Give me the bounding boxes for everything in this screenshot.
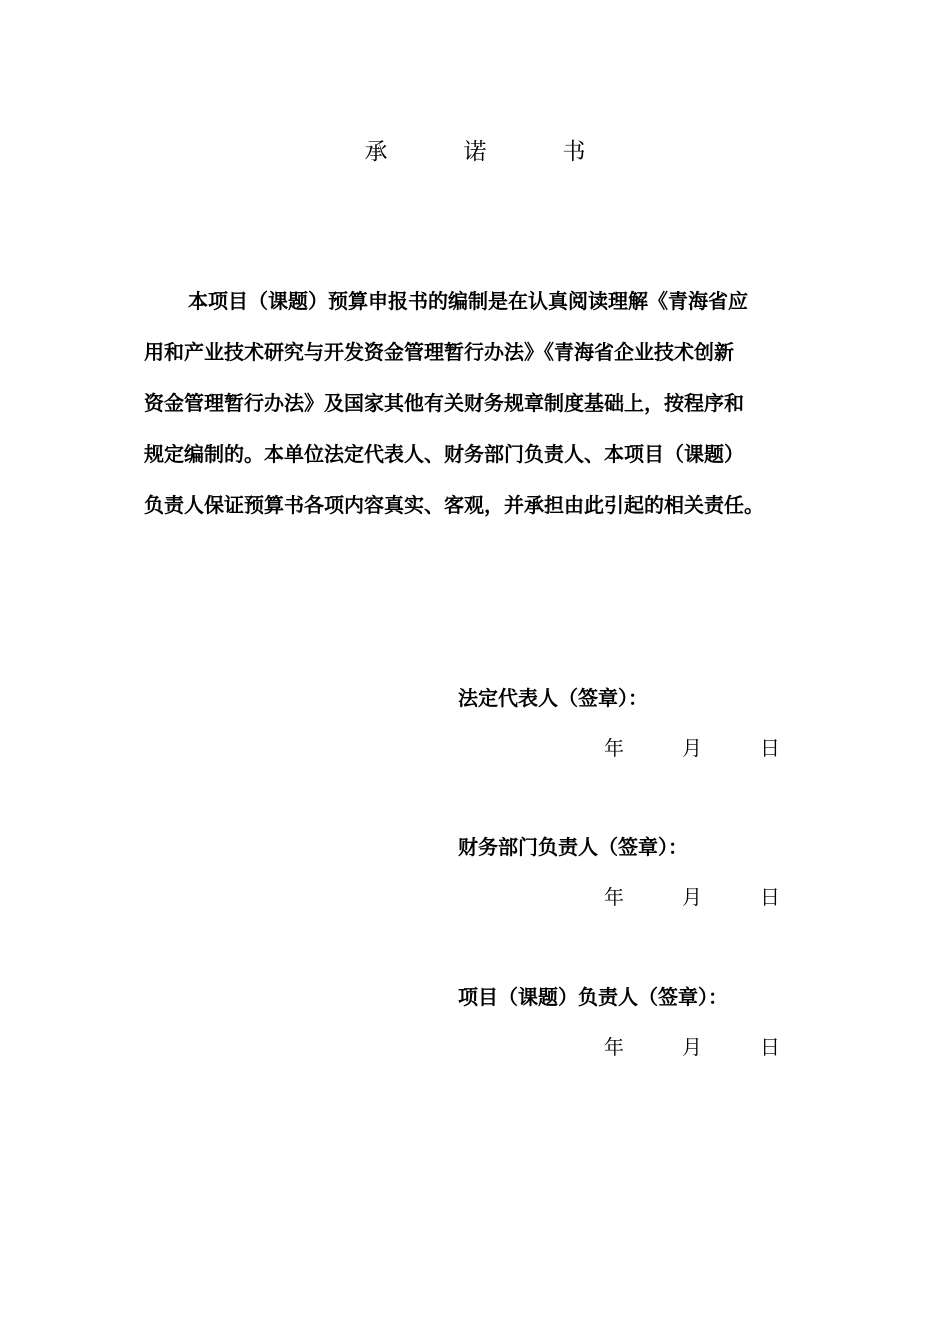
title-char: 承 — [364, 139, 388, 165]
paragraph-line: 用和产业技术研究与开发资金管理暂行办法》《青海省企业技术创新 — [144, 340, 734, 364]
legal-rep-date — [604, 733, 838, 763]
month-label: 月 — [682, 1035, 702, 1059]
commitment-paragraph — [144, 276, 840, 531]
paragraph-line: 资金管理暂行办法》及国家其他有关财务规章制度基础上，按程序和 — [144, 391, 744, 415]
title-char: 书 — [562, 139, 586, 165]
year-label: 年 — [604, 1035, 624, 1059]
day-label: 日 — [760, 736, 780, 760]
project-lead-signature-label: 项目（课题）负责人（签章）： — [458, 985, 728, 1009]
day-label: 日 — [760, 1035, 780, 1059]
month-label: 月 — [682, 736, 702, 760]
title-char: 诺 — [463, 139, 487, 165]
day-label: 日 — [760, 885, 780, 909]
month-label: 月 — [682, 885, 702, 909]
page-title — [0, 134, 950, 170]
paragraph-line: 本项目（课题）预算申报书的编制是在认真阅读理解《青海省应 — [188, 289, 748, 313]
year-label: 年 — [604, 885, 624, 909]
finance-head-signature-label: 财务部门负责人（签章）： — [458, 835, 688, 859]
project-lead-date — [604, 1032, 838, 1062]
paragraph-line: 负责人保证预算书各项内容真实、客观，并承担由此引起的相关责任。 — [144, 493, 764, 517]
year-label: 年 — [604, 736, 624, 760]
legal-rep-signature-label: 法定代表人（签章）： — [458, 686, 648, 710]
finance-head-date — [604, 882, 838, 912]
paragraph-line: 规定编制的。本单位法定代表人、财务部门负责人、本项目（课题） — [144, 442, 744, 466]
